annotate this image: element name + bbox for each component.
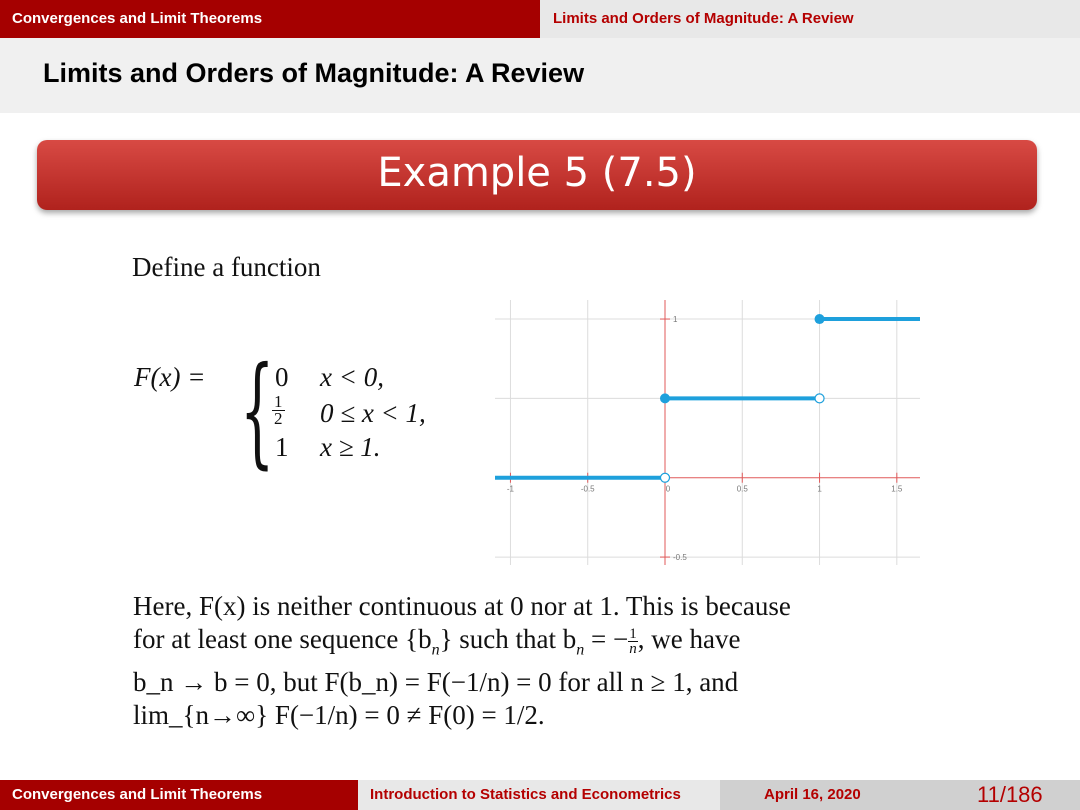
closed-endpoint bbox=[815, 314, 825, 324]
x-tick-label: 1 bbox=[817, 484, 822, 494]
x-tick-label: 0.5 bbox=[736, 484, 748, 494]
slide-title: Limits and Orders of Magnitude: A Review bbox=[43, 58, 585, 88]
case-1-value: 0 bbox=[275, 362, 289, 392]
open-endpoint bbox=[815, 394, 824, 403]
title-bar bbox=[0, 38, 1080, 113]
explanation-paragraph bbox=[133, 590, 913, 732]
define-text: Define a function bbox=[132, 252, 321, 282]
top-header bbox=[0, 0, 1080, 38]
example-box bbox=[37, 140, 1037, 210]
line2-part-a: for at least one sequence {b bbox=[133, 624, 432, 654]
footer-course[interactable]: Introduction to Statistics and Econometrics bbox=[358, 780, 720, 810]
line2-part-d: , we have bbox=[637, 624, 741, 654]
footer-bar bbox=[0, 780, 1080, 810]
footer-date: April 16, 2020 bbox=[720, 780, 902, 810]
y-tick-label: 1 bbox=[673, 315, 678, 325]
open-endpoint bbox=[661, 473, 670, 482]
chart-axes bbox=[495, 300, 920, 565]
case-2-num: 1 bbox=[274, 392, 283, 412]
example-title: Example 5 (7.5) bbox=[377, 150, 697, 196]
line2-part-b: } such that b bbox=[439, 624, 577, 654]
case-brace: { bbox=[240, 342, 275, 481]
case-2-condition: 0 ≤ x < 1, bbox=[320, 398, 426, 428]
x-tick-label: 1.5 bbox=[891, 484, 903, 494]
closed-endpoint bbox=[660, 393, 670, 403]
paragraph-line-2: for at least one sequence $\{b_n\}$ such that $b_n$ = − $\frac{1}{n}$ , we have bbox=[133, 624, 741, 659]
case-2-den: 2 bbox=[274, 409, 283, 429]
paragraph-line-4: lim_{n→∞} F(−1/n) = 0 ≠ F(0) = 1/2. bbox=[133, 700, 545, 731]
chart-grid bbox=[495, 300, 920, 565]
header-subsection[interactable]: Limits and Orders of Magnitude: A Review bbox=[540, 0, 1080, 38]
chart-ticks bbox=[507, 315, 903, 562]
case-1-condition: x < 0, bbox=[320, 362, 384, 392]
case-3-value: 1 bbox=[275, 432, 289, 462]
line2-part-c: = − bbox=[584, 624, 629, 654]
y-tick-label: -0.5 bbox=[673, 553, 687, 563]
function-lhs: F(x) = bbox=[134, 362, 206, 392]
x-tick-label: -1 bbox=[506, 484, 515, 494]
x-tick-label: -0.5 bbox=[580, 484, 595, 494]
paragraph-line-1: Here, F(x) is neither continuous at 0 nor at 1. This is because bbox=[133, 591, 791, 621]
case-2-value bbox=[272, 393, 285, 427]
step-function-chart bbox=[495, 300, 920, 565]
footer-section[interactable]: Convergences and Limit Theorems bbox=[0, 780, 358, 810]
header-section[interactable]: Convergences and Limit Theorems bbox=[0, 0, 540, 38]
paragraph-line-3: b_n → b = 0, but F(b_n) = F(−1/n) = 0 for all n ≥ 1, and bbox=[133, 667, 739, 698]
footer-page-number[interactable]: 11/186 bbox=[902, 780, 1080, 810]
x-tick-label: 0 bbox=[665, 484, 671, 494]
case-3-condition: x ≥ 1. bbox=[320, 432, 381, 462]
